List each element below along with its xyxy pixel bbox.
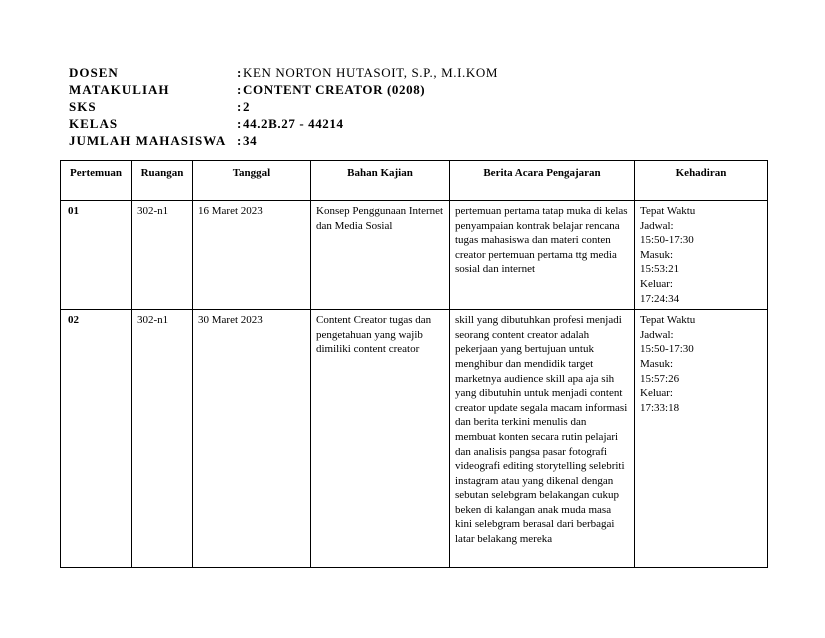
table-header-row <box>61 161 768 201</box>
header-tanggal: Tanggal <box>193 161 311 201</box>
kehadiran-status: Tepat Waktu <box>640 205 696 217</box>
keluar-label: Keluar: <box>640 277 673 290</box>
header-row-kelas <box>69 115 498 132</box>
header-ruangan: Ruangan <box>132 161 193 201</box>
cell-bahan-kajian: Content Creator tugas dan pengetahuan yang wajib dimiliki content creator <box>311 310 450 568</box>
header-kehadiran: Kehadiran <box>635 161 768 201</box>
jadwal-value: 15:50-17:30 <box>640 234 694 247</box>
masuk-value: 15:53:21 <box>640 263 680 276</box>
jadwal-value: 15:50-17:30 <box>640 343 694 356</box>
jumlah-mahasiswa-value: 34 <box>243 133 258 148</box>
cell-pertemuan: 02 <box>61 310 132 568</box>
keluar-value: 17:24:34 <box>640 292 680 305</box>
header-bahan-kajian: Bahan Kajian <box>311 161 450 201</box>
masuk-label: Masuk: <box>640 357 673 370</box>
colon: : <box>237 116 242 131</box>
header-row-jumlah-mahasiswa <box>69 132 498 149</box>
kehadiran-status: Tepat Waktu <box>640 314 696 327</box>
table-row <box>61 201 768 310</box>
header-pertemuan: Pertemuan <box>61 161 132 201</box>
header-row-dosen <box>69 64 498 81</box>
sks-value: 2 <box>243 99 251 114</box>
cell-kehadiran <box>635 201 768 310</box>
colon: : <box>237 99 242 114</box>
jadwal-label: Jadwal: <box>640 219 674 232</box>
kelas-value: 44.2B.27 - 44214 <box>243 116 344 131</box>
course-info-header <box>69 64 498 149</box>
colon: : <box>237 133 242 148</box>
jumlah-mahasiswa-label: JUMLAH MAHASISWA <box>69 133 227 148</box>
kelas-label: KELAS <box>69 116 119 131</box>
keluar-value: 17:33:18 <box>640 401 680 414</box>
jadwal-label: Jadwal: <box>640 328 674 341</box>
cell-tanggal: 16 Maret 2023 <box>193 201 311 310</box>
cell-ruangan: 302-n1 <box>132 310 193 568</box>
cell-tanggal: 30 Maret 2023 <box>193 310 311 568</box>
colon: : <box>237 65 242 80</box>
masuk-value: 15:57:26 <box>640 372 680 385</box>
colon: : <box>237 82 242 97</box>
cell-pertemuan: 01 <box>61 201 132 310</box>
header-berita-acara: Berita Acara Pengajaran <box>450 161 635 201</box>
matakuliah-value: CONTENT CREATOR (0208) <box>243 82 426 97</box>
cell-berita-acara: pertemuan pertama tatap muka di kelas penyampaian kontrak belajar rencana tugas mahasiswa dan materi conten creator pertemuan pertama ttg media sosial dan internet <box>450 201 635 310</box>
header-row-matakuliah <box>69 81 498 98</box>
cell-bahan-kajian: Konsep Penggunaan Internet dan Media Sosial <box>311 201 450 310</box>
attendance-table <box>60 160 768 568</box>
keluar-label: Keluar: <box>640 387 673 400</box>
table-row <box>61 310 768 568</box>
cell-kehadiran <box>635 310 768 568</box>
header-row-sks <box>69 98 498 115</box>
sks-label: SKS <box>69 99 97 114</box>
dosen-value: KEN NORTON HUTASOIT, S.P., M.I.KOM <box>243 65 498 80</box>
cell-ruangan: 302-n1 <box>132 201 193 310</box>
masuk-label: Masuk: <box>640 248 673 261</box>
dosen-label: DOSEN <box>69 65 119 80</box>
cell-berita-acara: skill yang dibutuhkan profesi menjadi seorang content creator adalah pekerjaan yang bertujuan untuk menghibur dan mendidik target marketnya audience skill apa aja sih yang dibutuhin untuk menjadi content creator update segala macam informasi dan berita terkini menulis dan membuat konten secara rutin pelajari dan analisis pangsa pasar fotografi videografi editing storytelling selebriti instagram atau yang dikenal dengan sebutan selebgram belakangan cukup beken di kalangan anak muda masa kini selebgram berasal dari berbagai latar belakang mereka <box>450 310 635 568</box>
matakuliah-label: MATAKULIAH <box>69 82 170 97</box>
